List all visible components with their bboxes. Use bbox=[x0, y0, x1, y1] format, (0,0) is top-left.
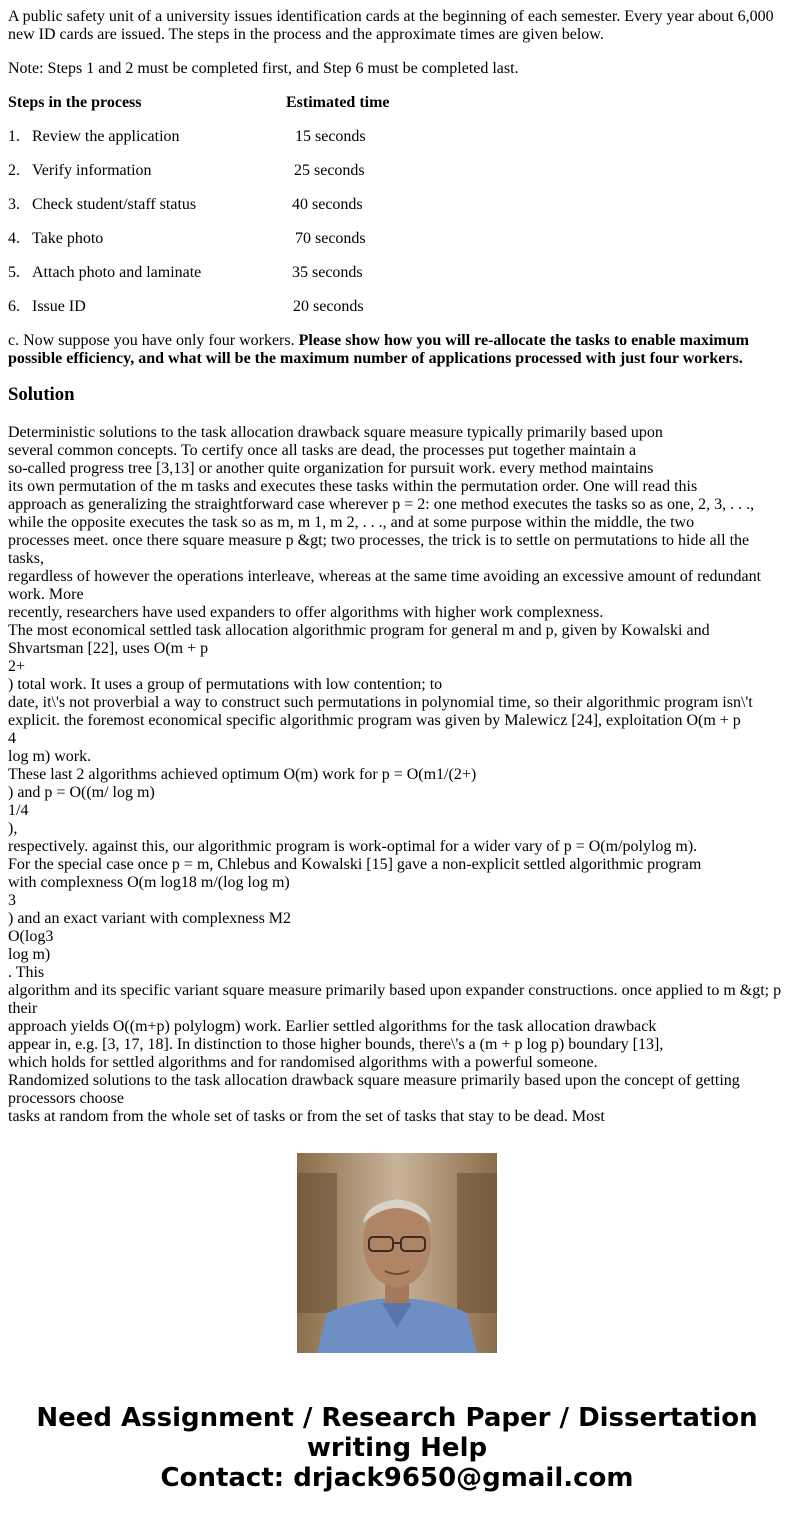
solution-line: 2+ bbox=[8, 658, 26, 675]
solution-line: appear in, e.g. [3, 17, 18]. In distinction to those higher bounds, there\'s a (m + p log p) boundary [13], bbox=[8, 1036, 664, 1053]
step-number: 2. bbox=[8, 162, 20, 179]
step-row bbox=[8, 298, 786, 316]
solution-line: ), bbox=[8, 820, 18, 837]
note-paragraph: Note: Steps 1 and 2 must be completed first, and Step 6 must be completed last. bbox=[8, 60, 519, 77]
step-name: Issue ID bbox=[32, 298, 86, 315]
solution-line: These last 2 algorithms achieved optimum O(m) work for p = O(m1/(2+) bbox=[8, 766, 477, 783]
solution-line: 1/4 bbox=[8, 802, 29, 819]
solution-heading: Solution bbox=[8, 384, 75, 405]
solution-line: so-called progress tree [3,13] or another quite organization for pursuit work. every method maintains bbox=[8, 460, 654, 477]
solution-line: which holds for settled algorithms and for randomised algorithms with a powerful someone. bbox=[8, 1054, 598, 1071]
solution-line: ) total work. It uses a group of permutations with low contention; to bbox=[8, 676, 443, 693]
step-name: Check student/staff status bbox=[32, 196, 197, 213]
solution-line: ) and p = O((m/ log m) bbox=[8, 784, 155, 801]
step-name: Review the application bbox=[32, 128, 180, 145]
solution-line: approach as generalizing the straightforward case wherever p = 2: one method executes the tasks so as one, 2, 3, . . ., bbox=[8, 496, 755, 513]
solution-line: 4 bbox=[8, 730, 16, 747]
step-row bbox=[8, 264, 786, 282]
step-name: Verify information bbox=[32, 162, 152, 179]
solution-line: several common concepts. To certify once all tasks are dead, the processes put together maintain a bbox=[8, 442, 637, 459]
solution-line: ) and an exact variant with complexness M2 bbox=[8, 910, 292, 927]
step-number: 3. bbox=[8, 196, 20, 213]
solution-line: Shvartsman [22], uses O(m + p bbox=[8, 640, 209, 657]
solution-line: while the opposite executes the task so as m, m 1, m 2, . . ., and at some purpose within the middle, the two bbox=[8, 514, 695, 531]
step-time: 25 seconds bbox=[294, 162, 365, 179]
question-paragraph bbox=[8, 332, 786, 368]
steps-header-process: Steps in the process bbox=[8, 94, 142, 111]
question-text: c. Now suppose you have only four workers. bbox=[8, 332, 299, 349]
solution-line: its own permutation of the m tasks and executes these tasks within the permutation order. One will read this bbox=[8, 478, 698, 495]
solution-line: For the special case once p = m, Chlebus and Kowalski [15] gave a non-explicit settled algorithmic program bbox=[8, 856, 702, 873]
step-time: 35 seconds bbox=[292, 264, 363, 281]
solution-line: O(log3 bbox=[8, 928, 54, 945]
solution-line: approach yields O((m+p) polylogm) work. Earlier settled algorithms for the task allocation drawback bbox=[8, 1018, 657, 1035]
solution-line: Deterministic solutions to the task allocation drawback square measure typically primarily based upon bbox=[8, 424, 663, 441]
solution-line: respectively. against this, our algorithmic program is work-optimal for a wider vary of p = O(m/polylog m). bbox=[8, 838, 698, 855]
footer-contact: Contact: drjack9650@gmail.com bbox=[160, 1463, 634, 1493]
step-time: 20 seconds bbox=[293, 298, 364, 315]
solution-line: recently, researchers have used expanders to offer algorithms with higher work complexness. bbox=[8, 604, 604, 621]
solution-line: The most economical settled task allocation algorithmic program for general m and p, given by Kowalski and bbox=[8, 622, 710, 639]
solution-line: processes meet. once there square measure p &gt; two processes, the trick is to settle on permutations to hide all the tasks, bbox=[8, 532, 750, 567]
question-emphasis: Please show how you will re-allocate the tasks to enable maximum possible efficiency, and what will be the maximum number of applications processed with just four workers. bbox=[8, 332, 749, 367]
intro-paragraph: A public safety unit of a university issues identification cards at the beginning of each semester. Every year about 6,000 new ID cards are issued. The steps in the process and the approximate times are given below. bbox=[8, 8, 774, 43]
step-name: Take photo bbox=[32, 230, 104, 247]
solution-line: Randomized solutions to the task allocation drawback square measure primarily based upon the concept of getting processors choose bbox=[8, 1072, 740, 1107]
step-row bbox=[8, 196, 786, 214]
solution-line: with complexness O(m log18 m/(log log m) bbox=[8, 874, 290, 891]
step-row bbox=[8, 162, 786, 180]
step-row bbox=[8, 128, 786, 146]
author-photo bbox=[297, 1153, 497, 1353]
footer-headline: Need Assignment / Research Paper / Dissertation writing Help bbox=[36, 1403, 758, 1463]
step-number: 4. bbox=[8, 230, 20, 247]
solution-line: log m) bbox=[8, 946, 51, 963]
steps-header-time: Estimated time bbox=[286, 94, 390, 111]
solution-line: algorithm and its specific variant square measure primarily based upon expander constructions. once applied to m &gt; p their bbox=[8, 982, 782, 1017]
solution-line: regardless of however the operations interleave, whereas at the same time avoiding an excessive amount of redundant work. More bbox=[8, 568, 762, 603]
solution-body bbox=[8, 424, 786, 1125]
solution-line: tasks at random from the whole set of tasks or from the set of tasks that stay to be dead. Most bbox=[8, 1108, 605, 1125]
document bbox=[8, 8, 786, 1125]
step-number: 6. bbox=[8, 298, 20, 315]
solution-line: 3 bbox=[8, 892, 16, 909]
solution-line: explicit. the foremost economical specific algorithmic program was given by Malewicz [24], exploitation O(m + p bbox=[8, 712, 741, 729]
step-number: 5. bbox=[8, 264, 20, 281]
step-time: 40 seconds bbox=[292, 196, 363, 213]
footer-banner bbox=[0, 1403, 794, 1493]
solution-line: log m) work. bbox=[8, 748, 92, 765]
step-number: 1. bbox=[8, 128, 20, 145]
step-time: 70 seconds bbox=[295, 230, 366, 247]
step-name: Attach photo and laminate bbox=[32, 264, 202, 281]
solution-line: . This bbox=[8, 964, 45, 981]
step-time: 15 seconds bbox=[295, 128, 366, 145]
steps-header bbox=[8, 94, 786, 112]
solution-line: date, it\'s not proverbial a way to construct such permutations in polynomial time, so their algorithmic program isn\'t bbox=[8, 694, 753, 711]
step-row bbox=[8, 230, 786, 248]
